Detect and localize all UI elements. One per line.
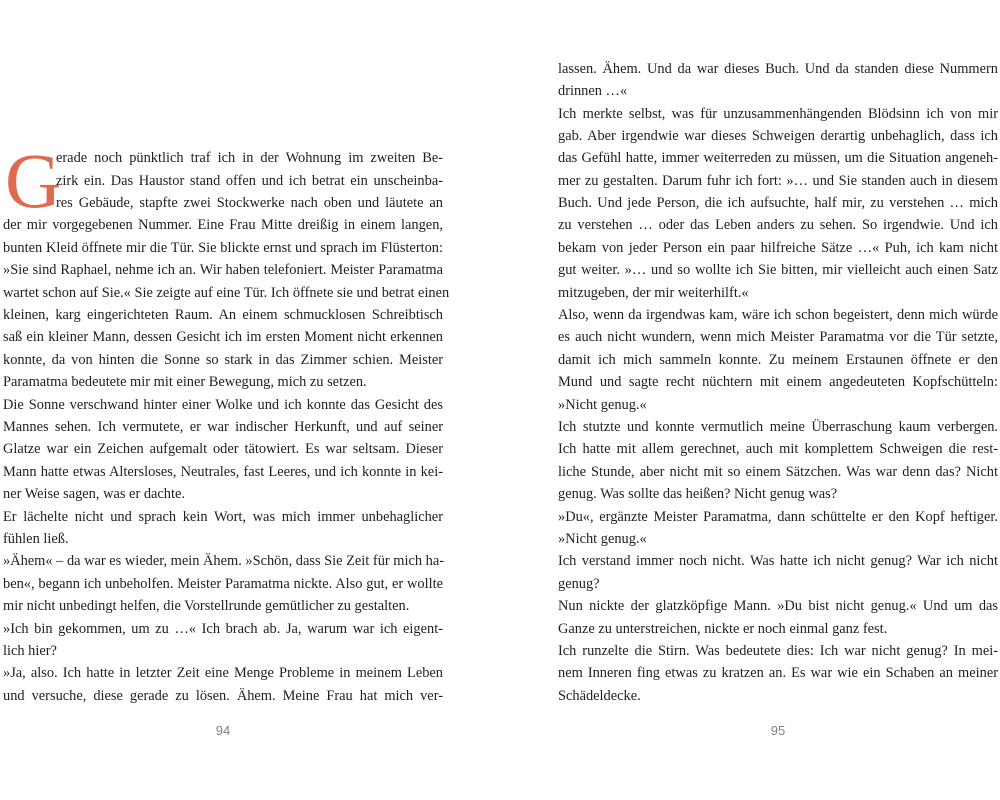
- text-line: zu verstehen … oder das Leben anders zu sehen. So irgendwie. Und ich: [558, 217, 998, 233]
- text-line: saß ein kleiner Mann, dessen Gesicht ich im ersten Moment nicht erkennen: [3, 329, 443, 345]
- text-line: »Nicht genug.«: [558, 397, 647, 413]
- text-line: Mund und sagte recht nüchtern mit einem angedeuteten Kopfschütteln:: [558, 374, 998, 390]
- right-page: [558, 0, 998, 800]
- text-line: das Gefühl hatte, immer weiterreden zu müssen, um die Situation angeneh-: [558, 150, 998, 166]
- text-line: lassen. Ähem. Und da war dieses Buch. Und da standen diese Nummern: [558, 61, 998, 77]
- text-line: mitzugeben, der mir weiterhilft.«: [558, 285, 749, 301]
- text-line: bunten Kleid öffnete mir die Tür. Sie blickte ernst und sprach im Flüsterton:: [3, 240, 443, 256]
- text-line: erade noch pünktlich traf ich in der Wohnung im zweiten Be-: [56, 150, 443, 166]
- text-line: nem Inneren fing etwas zu kratzen an. Es war wie ein Schaben an meiner: [558, 665, 998, 681]
- text-line: Ich verstand immer noch nicht. Was hatte ich nicht genug? War ich nicht: [558, 553, 998, 569]
- text-line: drinnen …«: [558, 83, 628, 99]
- text-line: gab. Aber irgendwie war dieses Schweigen derartig unbehaglich, dass ich: [558, 128, 998, 144]
- text-line: Ich hatte mit allem gerechnet, auch mit komplettem Schweigen die rest-: [558, 441, 998, 457]
- text-line: Paramatma bedeutete mir mit einer Bewegung, mich zu setzen.: [3, 374, 367, 390]
- text-line: Ganze zu unterstreichen, nickte er noch einmal ganz fest.: [558, 621, 888, 637]
- text-line: Glatze war ein Zeichen aufgemalt oder tätowiert. Es war seltsam. Dieser: [3, 441, 443, 457]
- text-line: kleinen, karg eingerichteten Raum. An einem schmucklosen Schreibtisch: [3, 307, 443, 323]
- text-line: mer zu gestalten. Darum fuhr ich fort: »… und Sie standen auch in diesem: [558, 173, 998, 189]
- text-line: fühlen ließ.: [3, 531, 69, 547]
- text-line: Also, wenn da irgendwas kam, wäre ich schon begeistert, denn mich würde: [558, 307, 998, 323]
- text-line: ben«, begann ich unbeholfen. Meister Paramatma nickte. Also gut, er wollte: [3, 576, 443, 592]
- page-number: 95: [770, 723, 786, 738]
- text-line: wartet schon auf Sie.« Sie zeigte auf eine Tür. Ich öffnete sie und betrat einen: [3, 285, 450, 301]
- text-line: ner Weise sagen, was er dachte.: [3, 486, 185, 502]
- text-line: »Sie sind Raphael, nehme ich an. Wir haben telefoniert. Meister Paramatma: [3, 262, 443, 278]
- page-number: 94: [215, 723, 231, 738]
- text-line: Nun nickte der glatzköpfige Mann. »Du bist nicht genug.« Und um das: [558, 598, 998, 614]
- text-line: Ich merkte selbst, was für unzusammenhängenden Blödsinn ich von mir: [558, 106, 998, 122]
- text-line: Mannes sehen. Ich vermutete, er war indischer Herkunft, und auf seiner: [3, 419, 443, 435]
- text-line: »Ähem« – da war es wieder, mein Ähem. »Schön, dass Sie Zeit für mich ha-: [3, 553, 445, 569]
- text-line: Ich runzelte die Stirn. Was bedeutete dies: Ich war nicht genug? In mei-: [558, 643, 998, 659]
- text-line: res Gebäude, stapfte zwei Stockwerke nach oben und läutete an: [56, 195, 443, 211]
- text-line: genug?: [558, 576, 600, 592]
- text-line: Ich stutzte und konnte vermutlich meine Überraschung kaum verbergen.: [558, 419, 998, 435]
- text-line: »Ich bin gekommen, um zu …« Ich brach ab. Ja, warum war ich eigent-: [3, 621, 443, 637]
- left-page: [3, 0, 450, 800]
- text-line: »Ja, also. Ich hatte in letzter Zeit eine Menge Probleme in meinem Leben: [3, 665, 443, 681]
- text-line: genug. Was sollte das heißen? Nicht genug was?: [558, 486, 838, 502]
- text-line: bekam von jeder Person ein paar hilfreiche Sätze …« Puh, ich kam nicht: [558, 240, 998, 256]
- text-line: Die Sonne verschwand hinter einer Wolke und ich konnte das Gesicht des: [3, 397, 443, 413]
- text-line: Buch. Und jede Person, die ich aufsuchte, half mir, zu verstehen … mich: [558, 195, 998, 211]
- text-line: konnte, da von hinten die Sonne so stark in das Zimmer schien. Meister: [3, 352, 443, 368]
- text-line: mir nicht unbedingt helfen, die Vorstellrunde gemütlicher zu gestalten.: [3, 598, 410, 614]
- text-line: gut weiter. »… und so wollte ich Sie bitten, mir vielleicht auch einen Satz: [558, 262, 998, 278]
- text-line: liche Stunde, aber nicht mit so einem Sätzchen. Was war denn das? Nicht: [558, 464, 998, 480]
- text-line: damit ich mich sammeln konnte. Zu meinem Erstaunen öffnete er den: [558, 352, 998, 368]
- text-line: Mann hatte etwas Altersloses, Neutrales, fast Leeres, und ich konnte in kei-: [3, 464, 443, 480]
- text-line: zirk ein. Das Haustor stand offen und ich betrat ein unscheinba-: [56, 173, 443, 189]
- text-line: »Nicht genug.«: [558, 531, 647, 547]
- text-line: lich hier?: [3, 643, 57, 659]
- text-line: und versuche, diese gerade zu lösen. Ähem. Meine Frau hat mich ver-: [3, 688, 443, 704]
- text-line: »Du«, ergänzte Meister Paramatma, dann schüttelte er den Kopf heftiger.: [558, 509, 998, 525]
- text-line: der mir vorgegebenen Nummer. Eine Frau Mitte dreißig in einem langen,: [3, 217, 443, 233]
- text-line: es auch nicht wundern, wenn mich Meister Paramatma vor die Tür setzte,: [558, 329, 998, 345]
- text-line: Schädeldecke.: [558, 688, 641, 704]
- text-line: Er lächelte nicht und sprach kein Wort, was mich immer unbehaglicher: [3, 509, 443, 525]
- drop-cap: G: [5, 137, 62, 224]
